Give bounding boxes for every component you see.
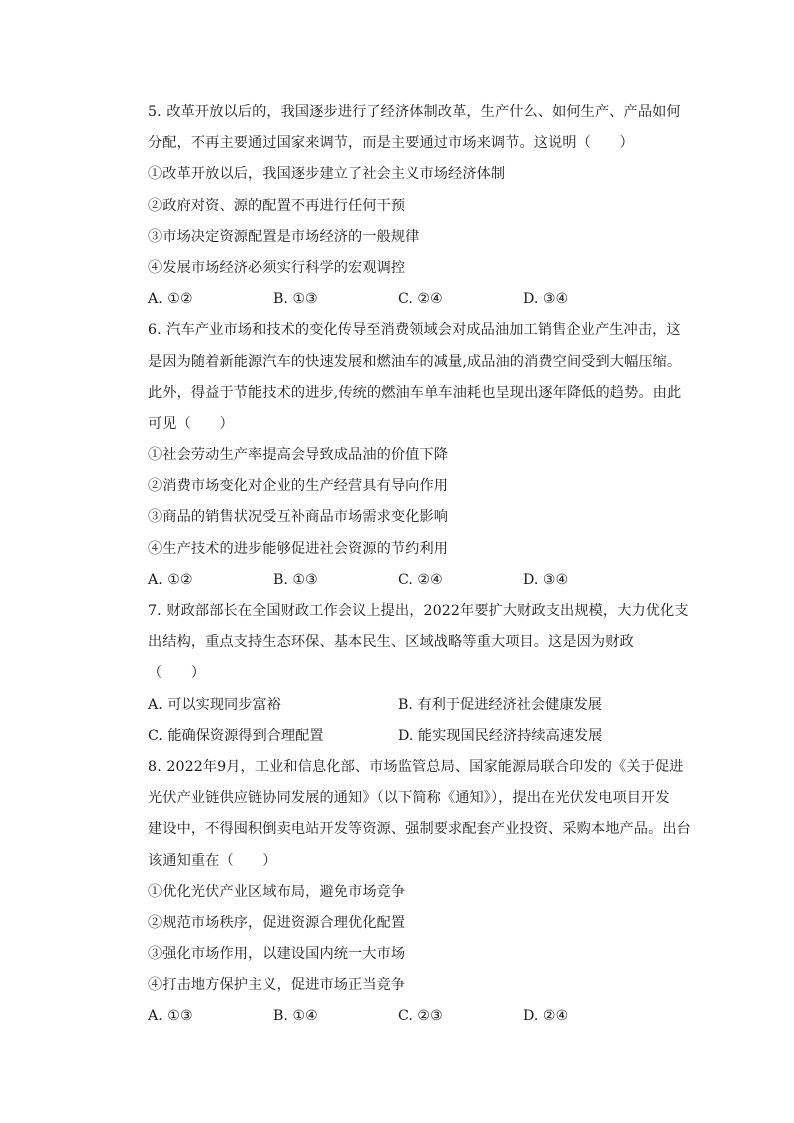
question-stem-line: 出结构，重点支持生态环保、基本民生、区域战略等重大项目。这是因为财政 <box>148 634 634 651</box>
question-stem-line: 此外，得益于节能技术的进步,传统的燃油车单车油耗也呈现出逐年降低的趋势。由此 <box>148 384 682 401</box>
question-stem-line: 7. 财政部部长在全国财政工作会议上提出，2022年要扩大财政支出规模，大力优化支 <box>148 603 689 619</box>
statement-4: ④生产技术的进步能够促进社会资源的节约利用 <box>148 540 449 557</box>
question-stem-line: 建设中，不得囤积倒卖电站开发等资源、强制要求配套产业投资、采购本地产品。出台 <box>148 821 691 838</box>
option-d[interactable]: D. ③④ <box>523 571 569 588</box>
question-6 <box>148 315 682 596</box>
option-b[interactable]: B. ①③ <box>273 571 318 588</box>
answer-options <box>148 565 648 596</box>
exam-page <box>148 97 691 1033</box>
question-7 <box>148 596 689 752</box>
option-a[interactable]: A. ①② <box>148 571 193 588</box>
option-c[interactable]: C. ②④ <box>398 291 443 308</box>
option-a[interactable]: A. ①③ <box>148 1008 193 1025</box>
option-a[interactable]: A. ①② <box>148 291 193 308</box>
option-c[interactable]: C. ②④ <box>398 571 443 588</box>
statement-2: ②规范市场秩序，促进资源合理优化配置 <box>148 914 406 931</box>
option-c[interactable]: C. ②③ <box>398 1008 443 1025</box>
statement-3: ③强化市场作用，以建设国内统一大市场 <box>148 946 406 963</box>
option-b[interactable]: B. ①④ <box>273 1008 318 1025</box>
statement-1: ①改革开放以后，我国逐步建立了社会主义市场经济体制 <box>148 166 506 183</box>
question-stem-line: 该通知重在（ ） <box>148 852 277 869</box>
option-d[interactable]: D. ③④ <box>523 291 569 308</box>
question-5 <box>148 97 681 315</box>
option-b[interactable]: B. 有利于促进经济社会健康发展 <box>398 696 602 713</box>
question-8 <box>148 752 691 1033</box>
statement-2: ②政府对资、源的配置不再进行任何干预 <box>148 197 406 214</box>
question-stem-line: 可见（ ） <box>148 415 234 432</box>
question-stem-line: 8. 2022年9月，工业和信息化部、市场监管总局、国家能源局联合印发的《关于促进 <box>148 758 684 775</box>
option-a[interactable]: A. 可以实现同步富裕 <box>148 696 281 713</box>
answer-options <box>148 284 648 315</box>
statement-4: ④发展市场经济必须实行科学的宏观调控 <box>148 259 406 276</box>
statement-3: ③商品的销售状况受互补商品市场需求变化影响 <box>148 509 449 526</box>
statement-3: ③市场决定资源配置是市场经济的一般规律 <box>148 228 420 245</box>
option-b[interactable]: B. ①③ <box>273 291 318 308</box>
statement-2: ②消费市场变化对企业的生产经营具有导向作用 <box>148 478 449 495</box>
question-stem-line: 5. 改革开放以后的，我国逐步进行了经济体制改革，生产什么、如何生产、产品如何 <box>148 104 681 120</box>
question-stem-line: （ ） <box>148 665 206 682</box>
answer-options-row <box>148 721 648 752</box>
statement-1: ①社会劳动生产率提高会导致成品油的价值下降 <box>148 447 449 464</box>
statement-4: ④打击地方保护主义，促进市场正当竞争 <box>148 977 406 994</box>
question-stem-line: 光伏产业链供应链协同发展的通知》（以下简称《通知》），提出在光伏发电项目开发 <box>148 790 670 807</box>
option-c[interactable]: C. 能确保资源得到合理配置 <box>148 727 324 744</box>
answer-options <box>148 1001 648 1032</box>
option-d[interactable]: D. ②④ <box>523 1008 569 1025</box>
question-stem-line: 6. 汽车产业市场和技术的变化传导至消费领域会对成品油加工销售企业产生冲击，这 <box>148 322 681 339</box>
question-stem-line: 分配，不再主要通过国家来调节，而是主要通过市场来调节。这说明（ ） <box>148 135 634 152</box>
option-d[interactable]: D. 能实现国民经济持续高速发展 <box>398 727 603 744</box>
statement-1: ①优化光伏产业区域布局，避免市场竞争 <box>148 883 406 900</box>
question-stem-line: 是因为随着新能源汽车的快速发展和燃油车的减量,成品油的消费空间受到大幅压缩。 <box>148 353 682 370</box>
answer-options-row <box>148 690 648 721</box>
